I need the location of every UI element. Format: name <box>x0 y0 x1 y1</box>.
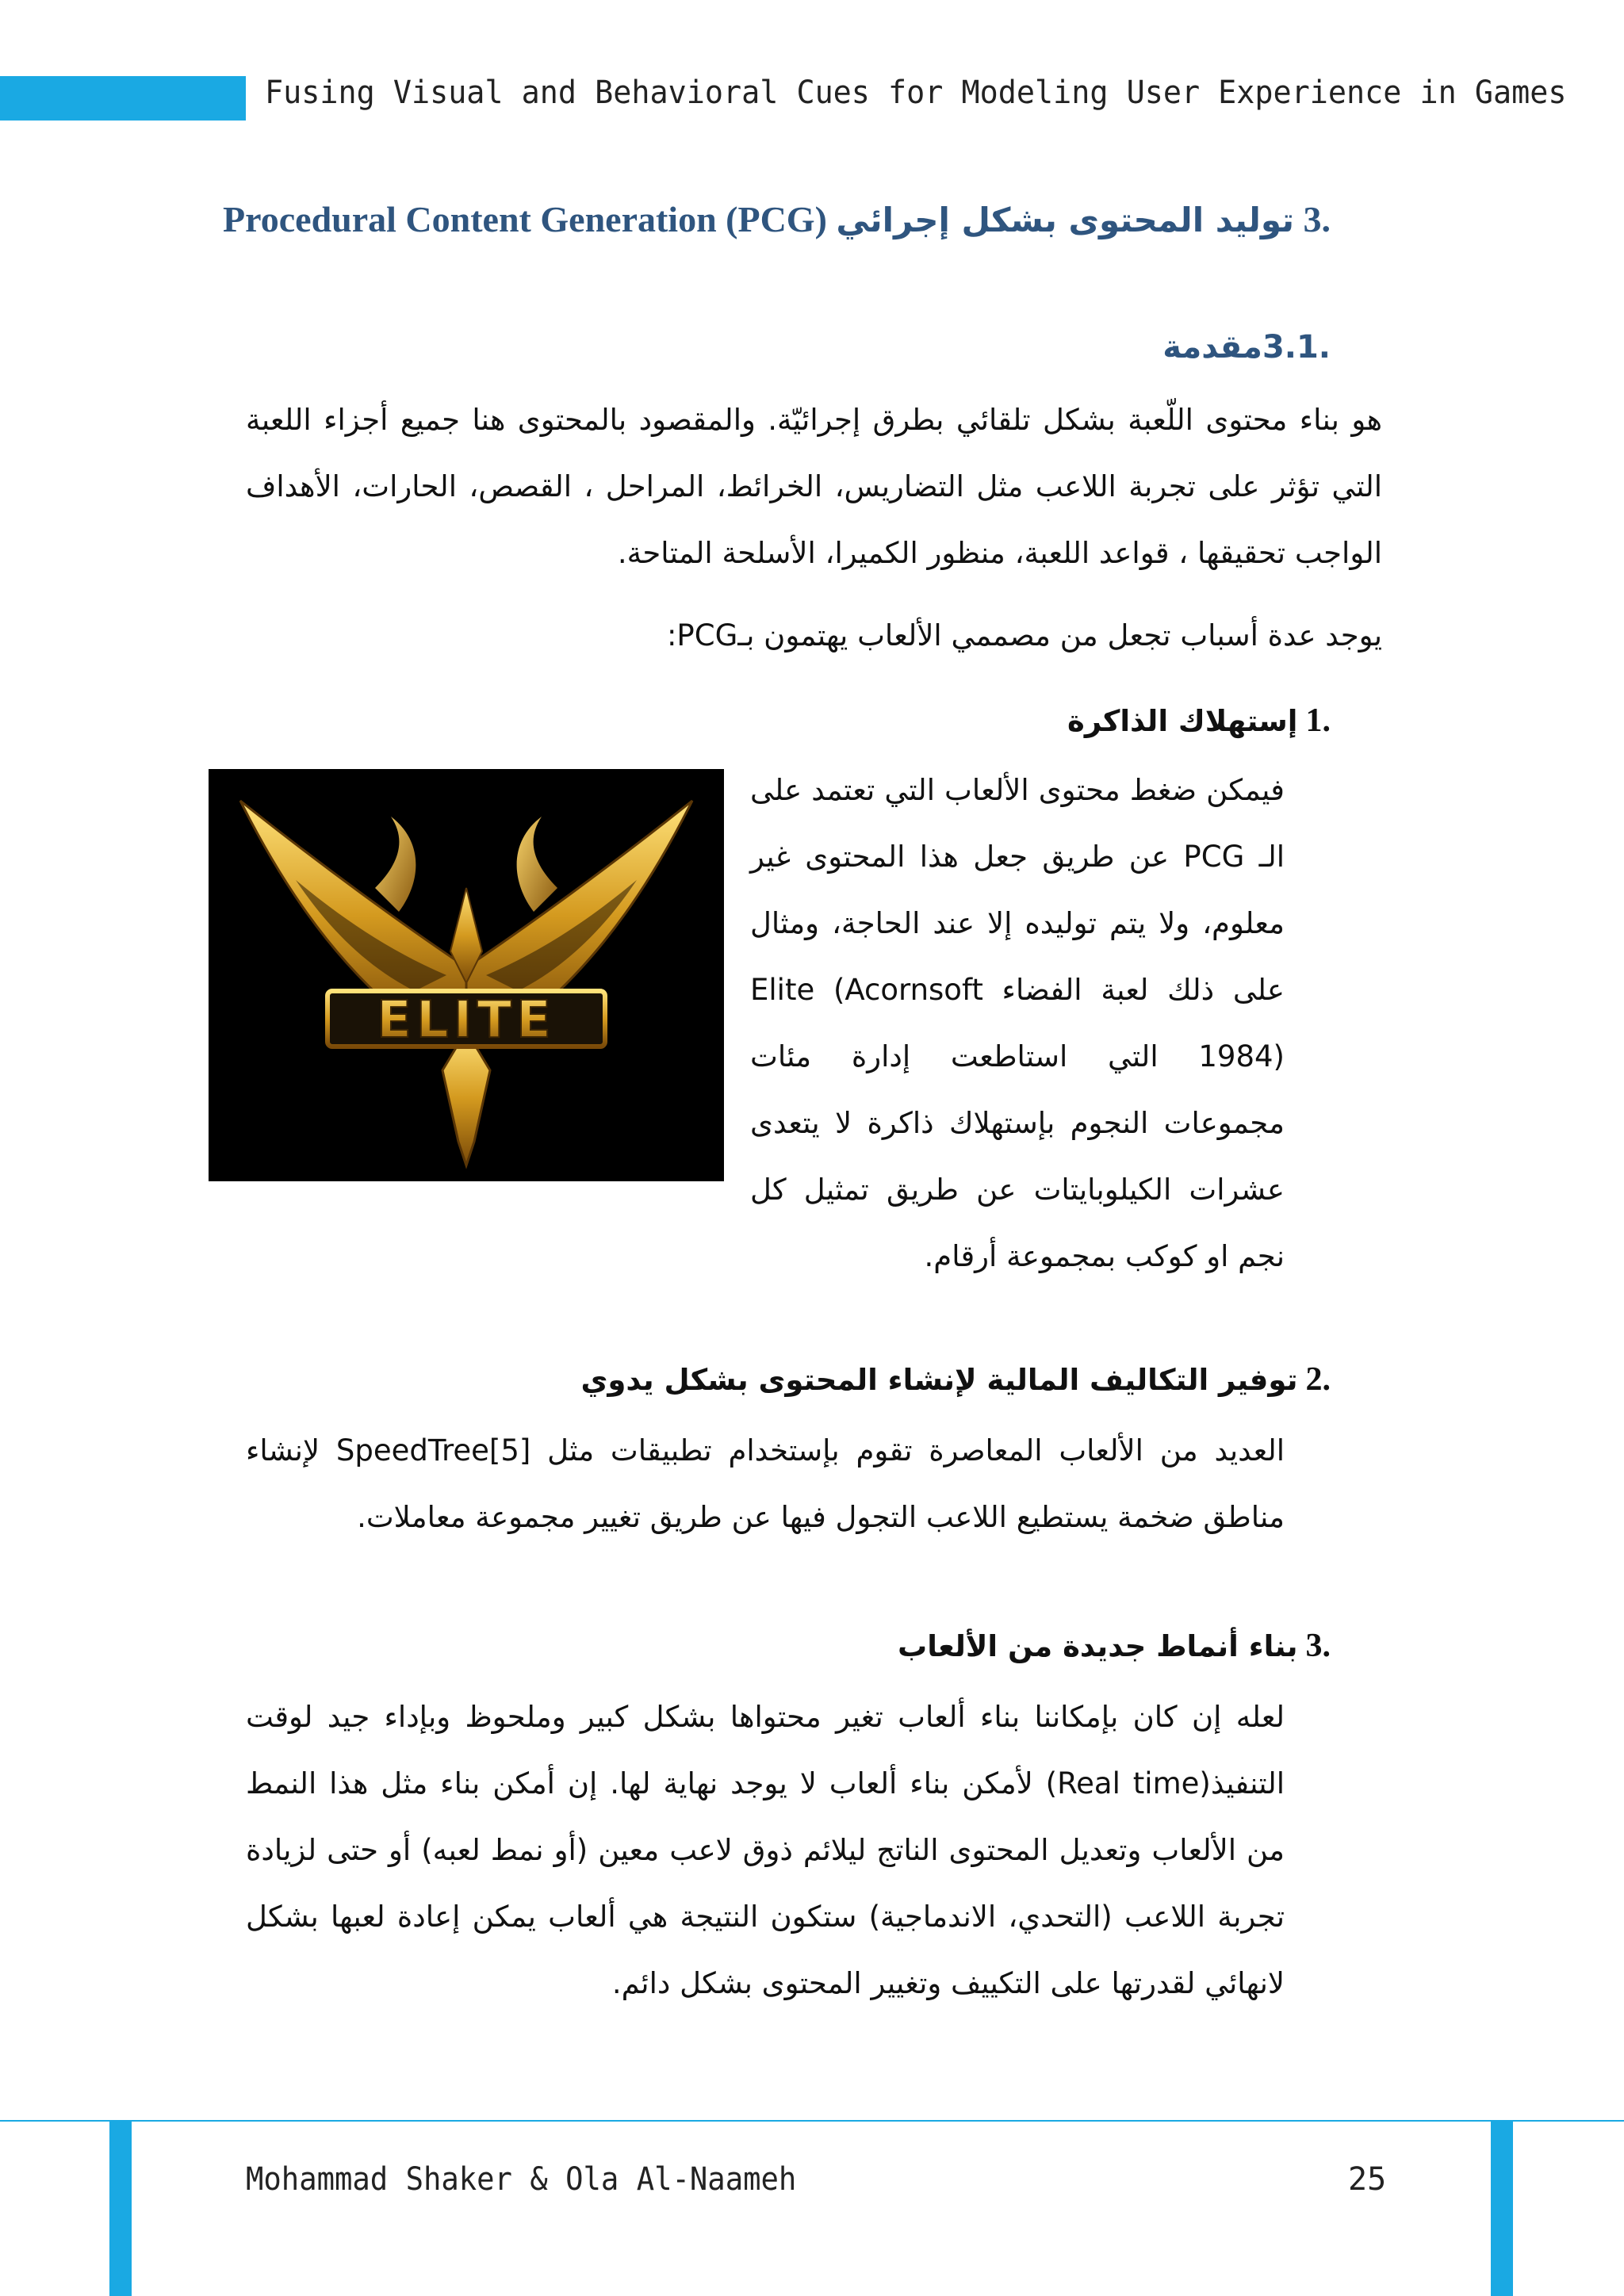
elite-wings-icon <box>209 769 724 1181</box>
item-1-title: إستهلاك الذاكرة <box>1067 704 1298 738</box>
footer-divider <box>0 2120 1624 2122</box>
item-3-text: لعله إن كان بإمكاننا بناء ألعاب تغير محتواها بشكل كبير وملحوظ وبإداء جيد لوقت التنفيذ(Real time) لأمكن بناء ألعاب لا يوجد نهاية لها. إن أمكن بناء مثل هذا النمط من الألعاب وتعديل المحتوى الناتج ليلائم ذوق لاعب معين (أو نمط لعبه) أو حتى لزيادة تجربة اللاعب (التحدي، الاندماجية) ستكون النتيجة هي ألعاب يمكن إعادة لعبها بشكل لانهائي لقدرتها على التكييف وتغيير المحتوى بشكل دائم. <box>246 1700 1285 2000</box>
item-1-heading <box>1067 702 1331 740</box>
section-heading <box>223 198 1331 240</box>
item-2-title: توفير التكاليف المالية لإنشاء المحتوى بشكل يدوي <box>580 1363 1298 1397</box>
item-3-heading <box>898 1627 1331 1665</box>
elite-logo-text: ELITE <box>377 991 556 1050</box>
section-number: .3 <box>1303 199 1331 239</box>
intro-paragraph: هو بناء محتوى اللّعبة بشكل تلقائي بطرق إجرائيّة. والمقصود بالمحتوى هنا جميع أجزاء اللعبة التي تؤثر على تجربة اللاعب مثل التضاريس، الخرائط، المراحل ، القصص، الحارات، الأهداف الواجب تحقيقها ، قواعد اللعبة، منظور الكميرا، الأسلحة المتاحة. <box>246 403 1382 570</box>
item-3-title: بناء أنماط جديدة من الألعاب <box>898 1629 1298 1663</box>
page-number: 25 <box>1348 2161 1387 2198</box>
section-title-arabic: توليد المحتوى بشكل إجرائي <box>836 201 1294 239</box>
item-2-heading <box>580 1360 1331 1399</box>
reasons-intro: يوجد عدة أسباب تجعل من مصممي الألعاب يهتمون بـPCG: <box>666 618 1382 652</box>
elite-logo-image <box>209 769 724 1181</box>
footer-accent-bar-right <box>1491 2122 1513 2296</box>
subsection-heading <box>1162 329 1331 365</box>
section-title-english: Procedural Content Generation (PCG) <box>223 199 827 239</box>
item-1-text: فيمكن ضغط محتوى الألعاب التي تعتمد على الـ PCG عن طريق جعل هذا المحتوى غير معلوم، ولا يتم توليده إلا عند الحاجة، ومثال على ذلك لعبة الفضاء Elite (Acornsoft 1984) التي استاطعت إدارة مئات مجموعات النجوم بإستهلاك ذاكرة لا يتعدى عشرات الكيلوبايتات عن طريق تمثيل كل نجم او كوكب بمجموعة أرقام. <box>750 773 1285 1273</box>
item-2-number: .2 <box>1305 1361 1331 1398</box>
header-accent-bar <box>0 76 246 121</box>
item-2-text: العديد من الألعاب المعاصرة تقوم بإستخدام تطبيقات مثل SpeedTree[5] لإنشاء مناطق ضخمة يستطيع اللاعب التجول فيها عن طريق تغيير مجموعة معاملات. <box>246 1433 1285 1534</box>
item-3-number: .3 <box>1305 1628 1331 1664</box>
subsection-title: مقدمة <box>1162 329 1262 365</box>
subsection-number: 3.1. <box>1262 329 1331 365</box>
running-header-title: Fusing Visual and Behavioral Cues for Modeling User Experience in Games <box>265 75 1567 111</box>
item-1-number: .1 <box>1305 702 1331 739</box>
footer-authors: Mohammad Shaker & Ola Al-Naameh <box>246 2161 797 2198</box>
footer-accent-bar-left <box>109 2122 132 2296</box>
